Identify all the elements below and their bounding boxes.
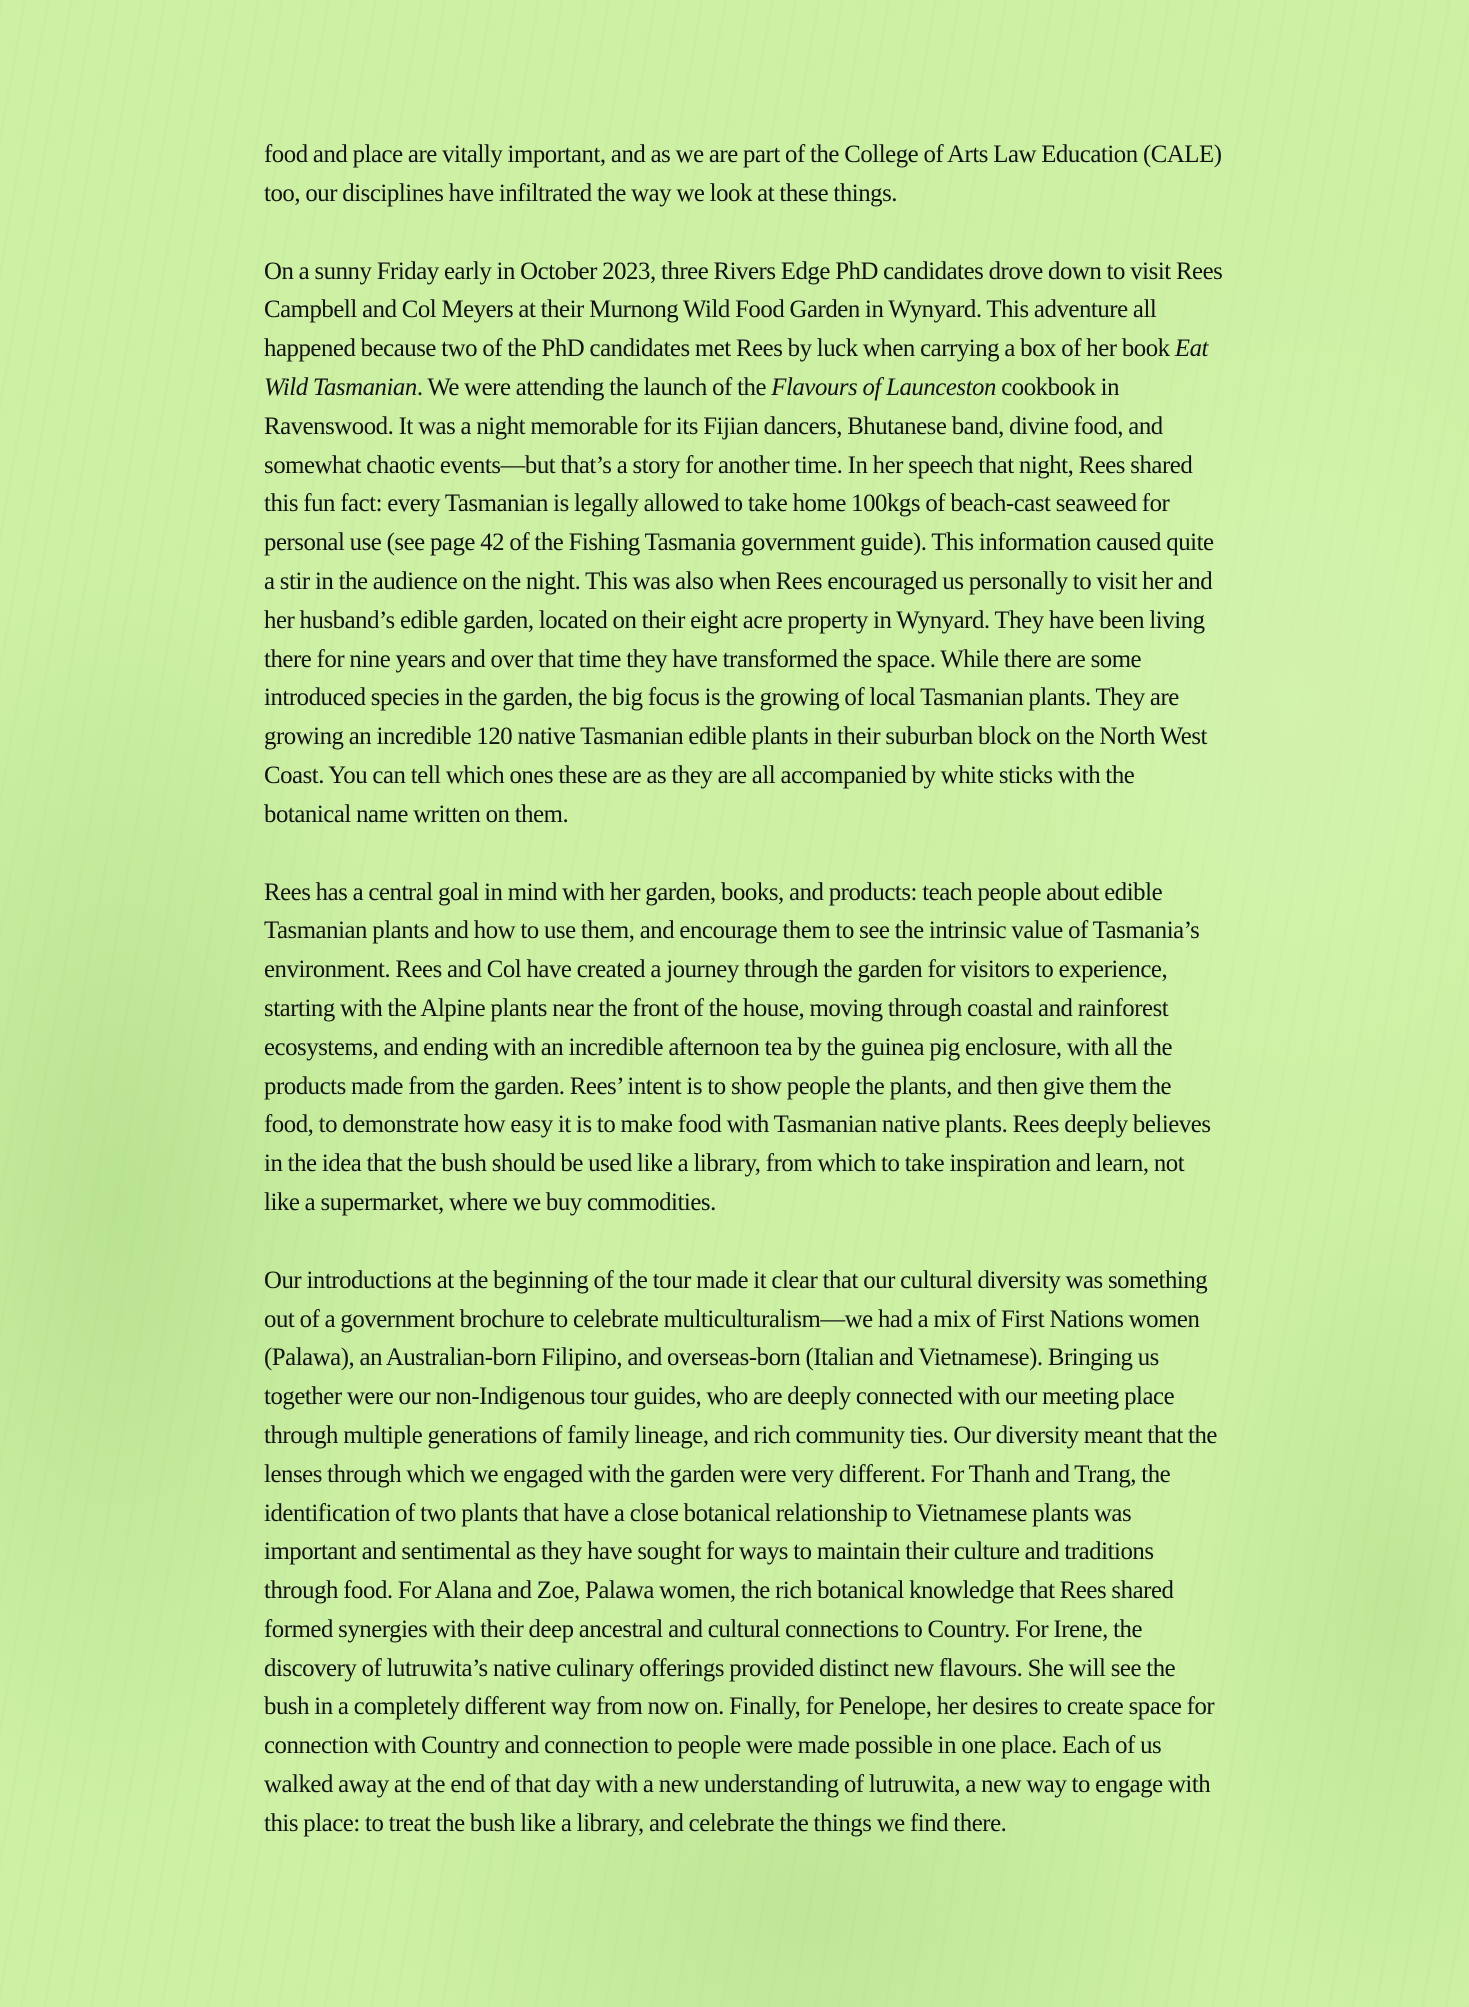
paragraph-visit-text-2: . We were attending the launch of the (416, 373, 772, 401)
article-body (264, 136, 1224, 1883)
book-title-flavours-of-launceston: Flavours of Launceston (771, 373, 996, 401)
paragraph-intro: food and place are vitally important, and as we are part of the College of Arts Law Education (CALE) too, our disciplines have infiltrated the way we look at these things. (264, 141, 1222, 207)
paragraph-visit (264, 253, 1224, 835)
paragraph-visit-text-1: On a sunny Friday early in October 2023, three Rivers Edge PhD candidates drove down to visit Rees Campbell and Col Meyers at their Murnong Wild Food Garden in Wynyard. This adventure all happened because two of the PhD candidates met Rees by luck when carrying a box of her book (264, 257, 1223, 363)
paragraph-visit-text-3: cookbook in Ravenswood. It was a night memorable for its Fijian dancers, Bhutanese band, divine food, and somewhat chaotic events—but that’s a story for another time. In her speech that night, Rees shared this fun fact: every Tasmanian is legally allowed to take home 100kgs of beach-cast seaweed for personal use (see page 42 of the Fishing Tasmania government guide). This information caused quite a stir in the audience on the night. This was also when Rees encouraged us personally to visit her and her husband’s edible garden, located on their eight acre property in Wynyard. They have been living there for nine years and over that time they have transformed the space. While there are some introduced species in the garden, the big focus is the growing of local Tasmanian plants. They are growing an incredible 120 native Tasmanian edible plants in their suburban block on the North West Coast. You can tell which ones these are as they are all accompanied by white sticks with the botanical name written on them. (264, 373, 1214, 828)
paragraph-introductions: Our introductions at the beginning of the tour made it clear that our cultural diversity was something out of a government brochure to celebrate multiculturalism—we had a mix of First Nations women (Palawa), an Australian-born Filipino, and overseas-born (Italian and Vietnamese). Bringing us together were our non-Indigenous tour guides, who are deeply connected with our meeting place through multiple generations of family lineage, and rich community ties. Our diversity meant that the lenses through which we engaged with the garden were very different. For Thanh and Trang, the identification of two plants that have a close botanical relationship to Vietnamese plants was important and sentimental as they have sought for ways to maintain their culture and traditions through food. For Alana and Zoe, Palawa women, the rich botanical knowledge that Rees shared formed synergies with their deep ancestral and cultural connections to Country. For Irene, the discovery of lutruwita’s native culinary offerings provided distinct new flavours. She will see the bush in a completely different way from now on. Finally, for Penelope, her desires to create space for connection with Country and connection to people were made possible in one place. Each of us walked away at the end of that day with a new understanding of lutruwita, a new way to engage with this place: to treat the bush like a library, and celebrate the things we find there. (264, 1266, 1217, 1837)
book-title-eat-wild-tasmanian: Eat Wild Tasmanian (264, 335, 1208, 401)
paragraph-central-goal: Rees has a central goal in mind with her garden, books, and products: teach people about edible Tasmanian plants and how to use them, and encourage them to see the intrinsic value of Tasmania’s environment. Rees and Col have created a journey through the garden for visitors to experience, starting with the Alpine plants near the front of the house, moving through coastal and rainforest ecosystems, and ending with an incredible afternoon tea by the guinea pig enclosure, with all the products made from the garden. Rees’ intent is to show people the plants, and then give them the food, to demonstrate how easy it is to make food with Tasmanian native plants. Rees deeply believes in the idea that the bush should be used like a library, from which to take inspiration and learn, not like a supermarket, where we buy commodities. (264, 878, 1211, 1216)
